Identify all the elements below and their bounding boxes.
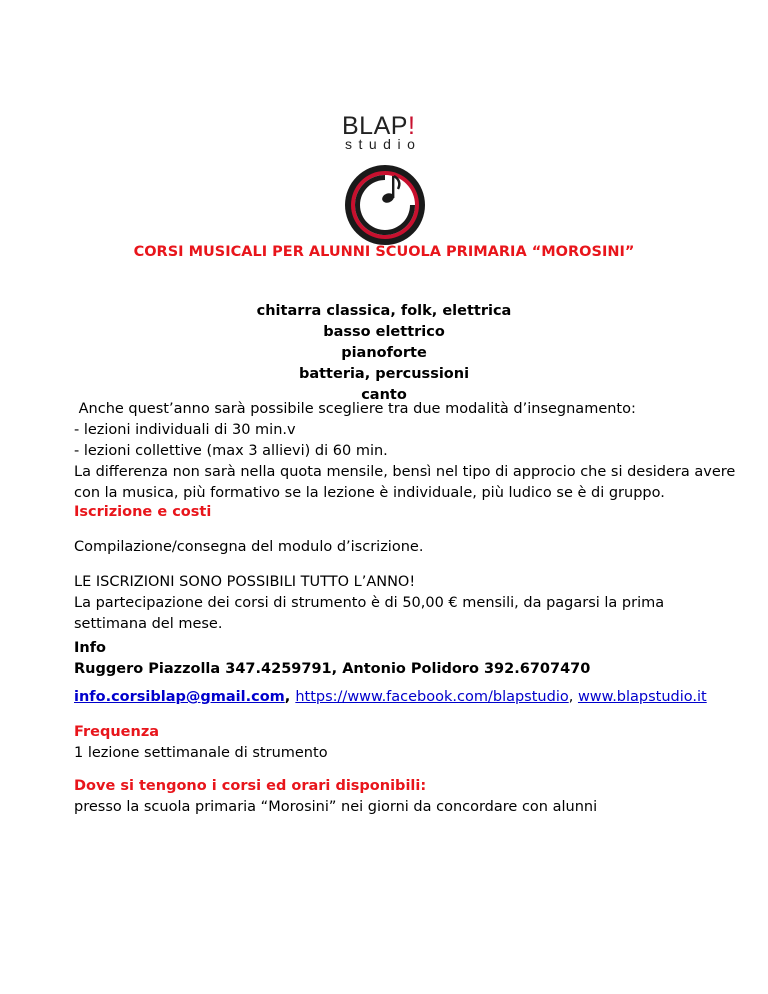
link-separator: , (284, 689, 296, 705)
intro-line: - lezioni individuali di 30 min.v (74, 422, 296, 438)
dove-section (74, 776, 714, 818)
iscrizione-text: Compilazione/consegna del modulo d’iscrizione. (74, 539, 424, 555)
iscrizione-line: settimana del mese. (74, 616, 223, 632)
dove-text: presso la scuola primaria “Morosini” nei giorni da concordare con alunni (74, 799, 598, 815)
info-contacts: Ruggero Piazzolla 347.4259791, Antonio Polidoro 392.6707470 (74, 661, 591, 677)
info-heading: Info (74, 640, 106, 656)
frequenza-section (74, 722, 714, 764)
email-link[interactable]: info.corsiblap@gmail.com (74, 689, 285, 705)
intro-line: Anche quest’anno sarà possibile scegliere tra due modalità d’insegnamento: (74, 401, 636, 417)
iscrizione-heading: Iscrizione e costi (74, 504, 212, 520)
intro-paragraph (74, 399, 736, 504)
links-line (74, 687, 714, 708)
instrument-item: pianoforte (341, 345, 427, 361)
intro-line: La differenza non sarà nella quota mensile, bensì nel tipo di approcio che si desidera avere (74, 464, 736, 480)
iscrizione-line: LE ISCRIZIONI SONO POSSIBILI TUTTO L’ANNO! (74, 574, 416, 590)
music-note-circle-icon (340, 160, 430, 250)
instrument-list (0, 301, 768, 406)
intro-line: - lezioni collettive (max 3 allievi) di 60 min. (74, 443, 388, 459)
instrument-item: basso elettrico (323, 324, 445, 340)
logo-word: BLAP (342, 112, 408, 140)
instrument-item: batteria, percussioni (298, 366, 470, 382)
logo-bang: ! (407, 112, 416, 140)
frequenza-heading: Frequenza (74, 724, 160, 740)
frequenza-text: 1 lezione settimanale di strumento (74, 745, 328, 761)
intro-line: con la musica, più formativo se la lezione è individuale, più ludico se è di gruppo. (74, 485, 665, 501)
facebook-link[interactable]: https://www.facebook.com/blapstudio (295, 689, 569, 705)
info-section (74, 638, 714, 680)
logo-subtitle: studio (345, 136, 422, 152)
iscrizione-line: La partecipazione dei corsi di strumento è di 50,00 € mensili, da pagarsi la prima (74, 595, 665, 611)
link-separator: , (568, 689, 578, 705)
blap-studio-logo (335, 112, 435, 252)
page-title: CORSI MUSICALI PER ALUNNI SCUOLA PRIMARIA “MOROSINI” (133, 244, 635, 260)
dove-heading: Dove si tengono i corsi ed orari disponibili: (74, 778, 427, 794)
instrument-item: chitarra classica, folk, elettrica (256, 303, 512, 319)
website-link[interactable]: www.blapstudio.it (577, 689, 707, 705)
instrument-item: canto (361, 387, 407, 403)
iscrizione-details (74, 572, 714, 635)
